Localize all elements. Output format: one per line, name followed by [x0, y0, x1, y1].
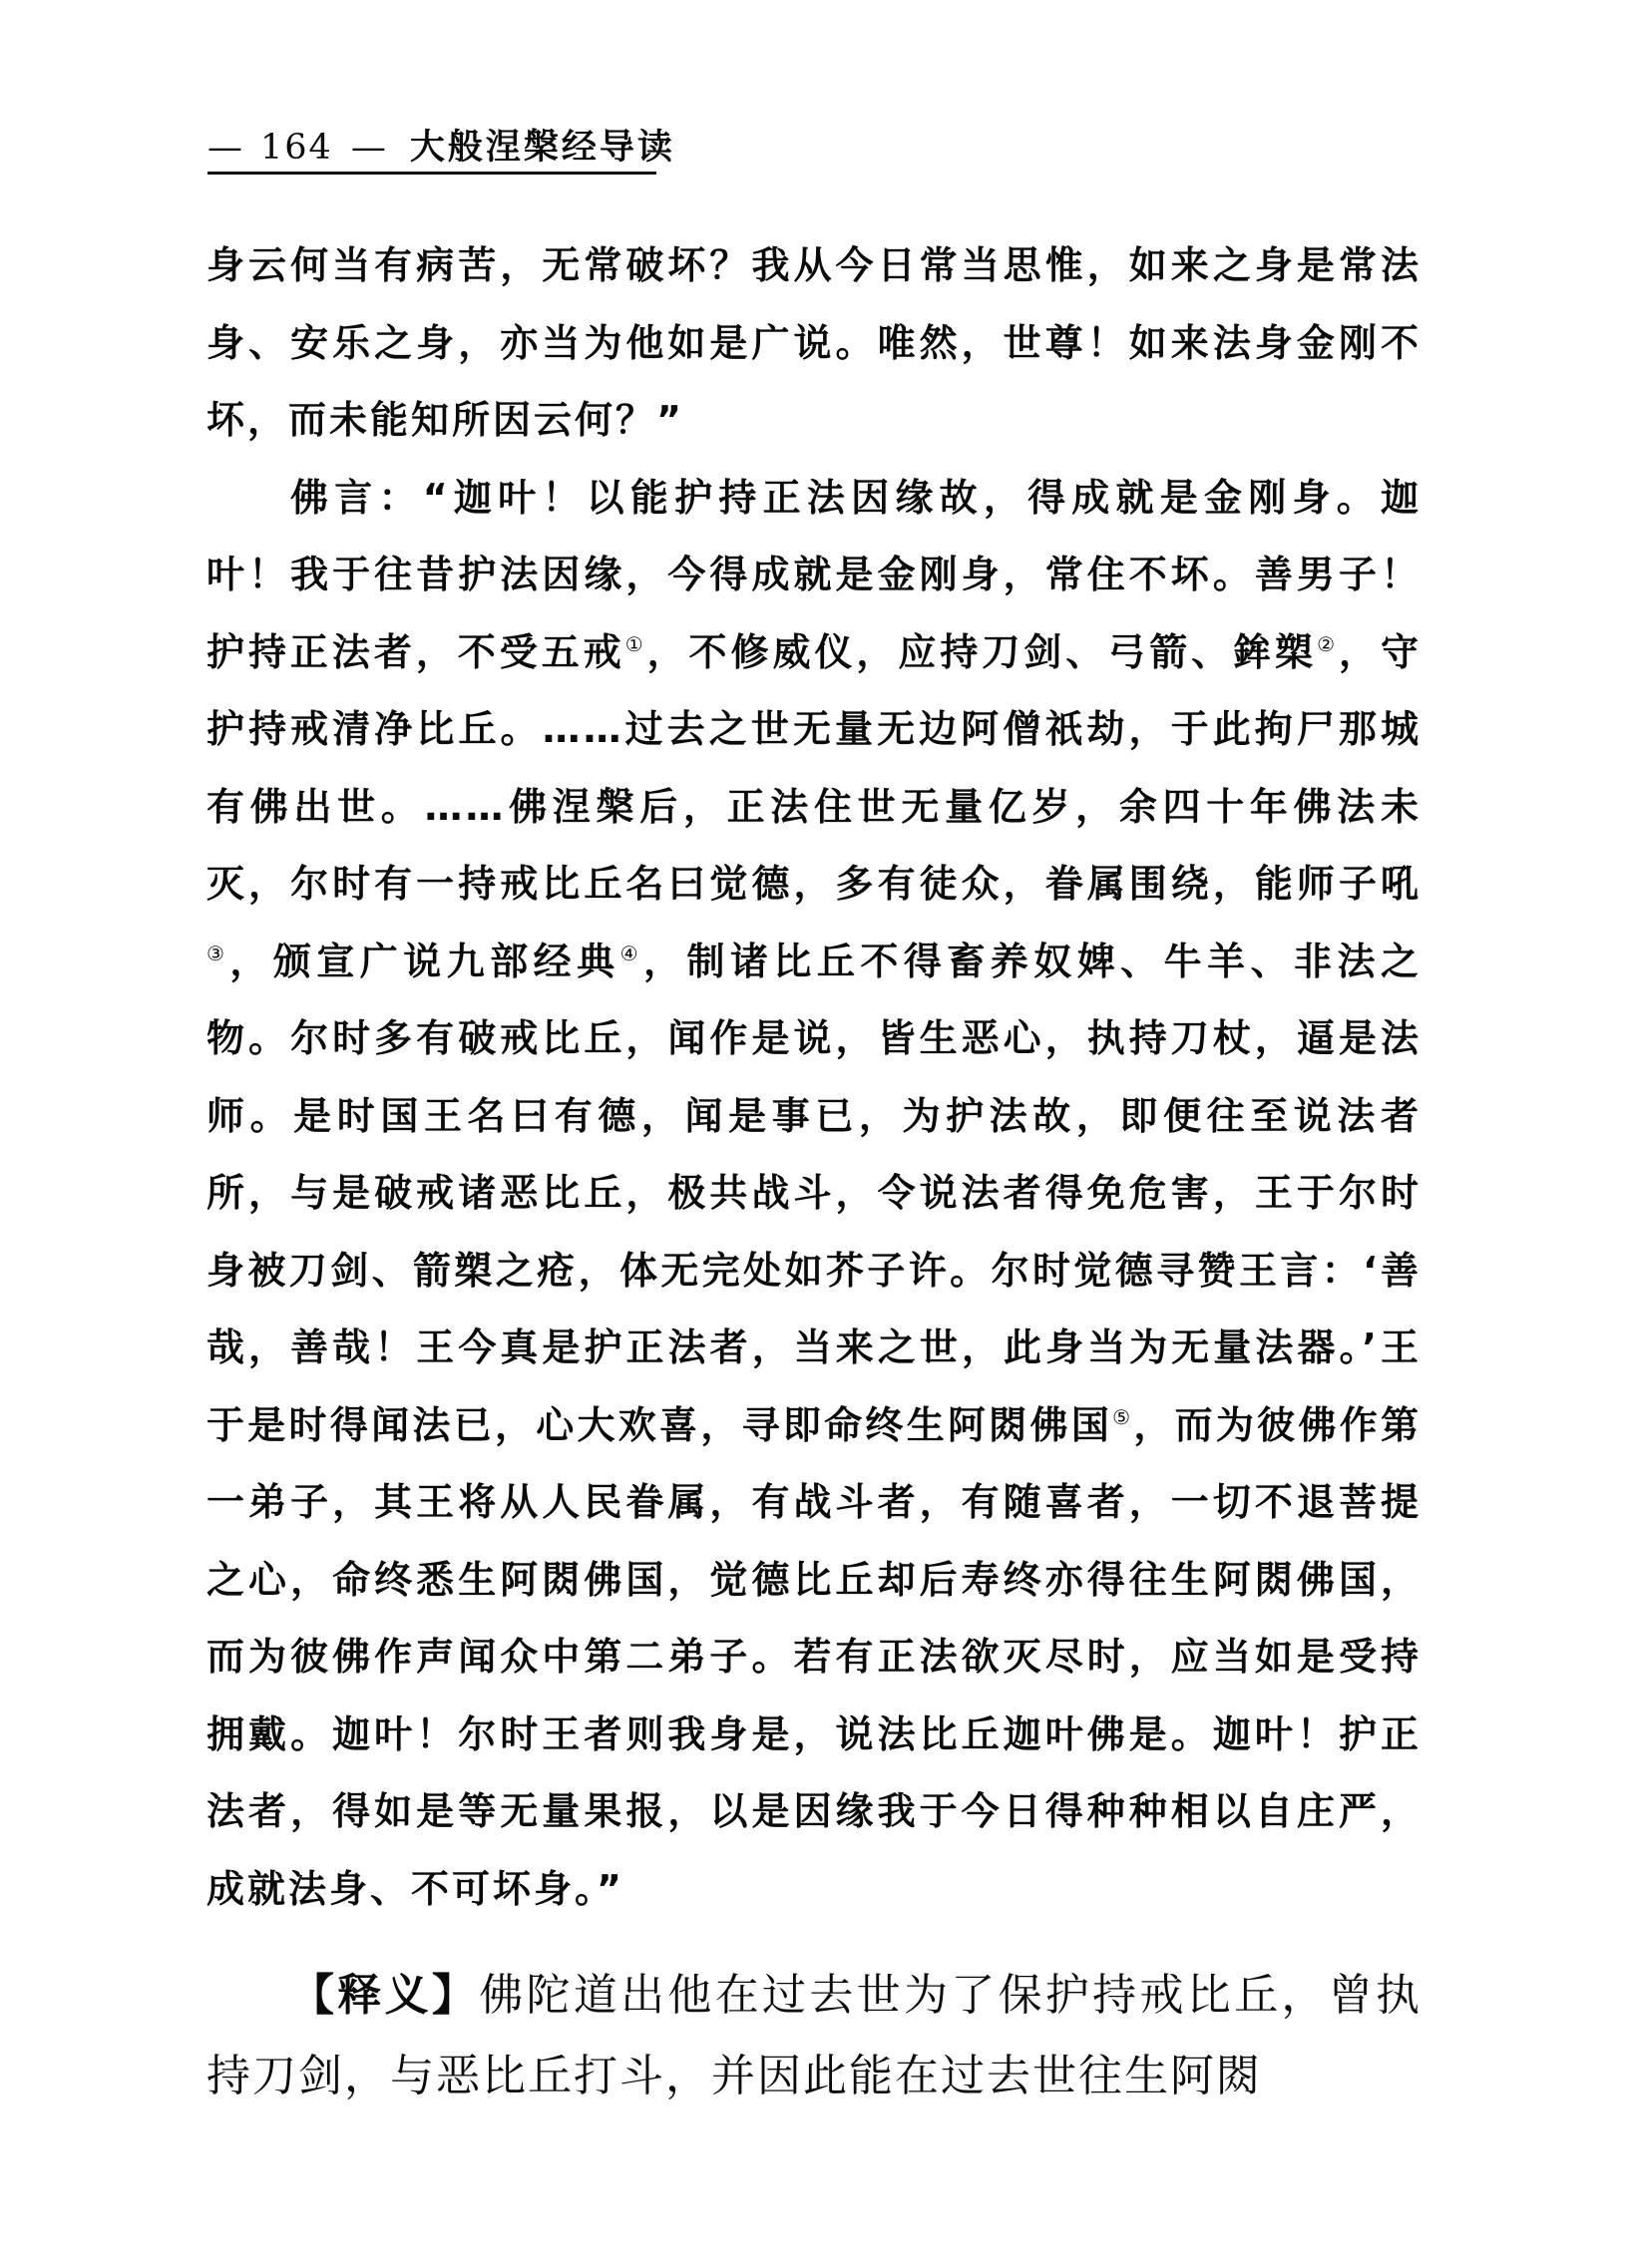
- commentary-section: [206, 1955, 1422, 2116]
- commentary-label: 【释义】: [290, 1970, 480, 2021]
- book-title: 大般涅槃经导读: [409, 128, 675, 168]
- footnote-marker-4: ④: [619, 941, 644, 965]
- footnote-marker-2: ②: [1317, 631, 1339, 656]
- footnote-marker-1: ①: [624, 631, 647, 656]
- quote-text-6: ，而为彼佛作第一弟子，其王将从人民眷属，有战斗者，有随喜者，一切不退菩提之心，命终悉生阿閦佛国，觉德比丘却后寿终亦得往生阿閦佛国，而为彼佛作声闻众中第二弟子。若有正法欲灭尽时，应当如是受持拥戴。迦叶！尔时王者则我身是，说法比丘迦叶佛是。迦叶！护正法者，得如是等无量果报，以是因缘我于今日得种种相以自庄严，成就法身、不可坏身。”: [206, 1402, 1422, 1911]
- quote-text-5: ，制诸比丘不得畜养奴婢、牛羊、非法之物。尔时多有破戒比丘，闻作是说，皆生恶心，执持刀杖，逼是法师。是时国王名曰有德，闻是事已，为护法故，即便往至说法者所，与是破戒诸恶比丘，极共战斗，令说法者得免危害，王于尔时身被刀剑、箭槊之疮，体无完处如芥子许。尔时觉德寻赞王言：‘善哉，善哉！王今真是护正法者，当来之世，此身当为无量法器。’王于是时得闻法已，心大欢喜，寻即命终生阿閦佛国: [206, 939, 1422, 1447]
- quote-paragraph-1: 身云何当有病苦，无常破坏？我从今日常当思惟，如来之身是常法身、安乐之身，亦当为他如是广说。唯然，世尊！如来法身金刚不坏，而未能知所因云何？”: [206, 243, 1422, 442]
- header-dash-right: —: [350, 128, 386, 168]
- header-rule: [207, 172, 656, 175]
- running-header: [207, 118, 675, 178]
- page-number: 164: [260, 128, 333, 168]
- quote-text-2: ，不修威仪，应持刀剑、弓箭、鉾槊: [646, 629, 1318, 674]
- sutra-quote: [206, 227, 1422, 1928]
- commentary-text: 佛陀道出他在过去世为了保护持戒比丘，曾执持刀剑，与恶比丘打斗，并因此能在过去世往生阿閦: [206, 1970, 1422, 2101]
- quote-text-3: ，守护持戒清净比丘。……过去之世无量无边阿僧祇劫，于此拘尸那城有佛出世。……佛涅槃后，正法住世无量亿岁，余四十年佛法未灭，尔时有一持戒比丘名曰觉德，多有徒众，眷属围绕，能师子吼: [206, 629, 1422, 906]
- quote-text-4: ，颁宣广说九部经典: [229, 939, 620, 983]
- footnote-marker-5: ⑤: [1112, 1404, 1134, 1429]
- commentary-paragraph: [206, 1955, 1422, 2116]
- quote-paragraph-2: [206, 460, 1422, 1929]
- quote-text-1: 佛言：“迦叶！以能护持正法因缘故，得成就是金刚身。迦叶！我于往昔护法因缘，今得成就是金刚身，常住不坏。善男子！护持正法者，不受五戒: [206, 475, 1422, 674]
- header-dash-left: —: [207, 128, 242, 168]
- footnote-marker-3: ③: [206, 941, 230, 965]
